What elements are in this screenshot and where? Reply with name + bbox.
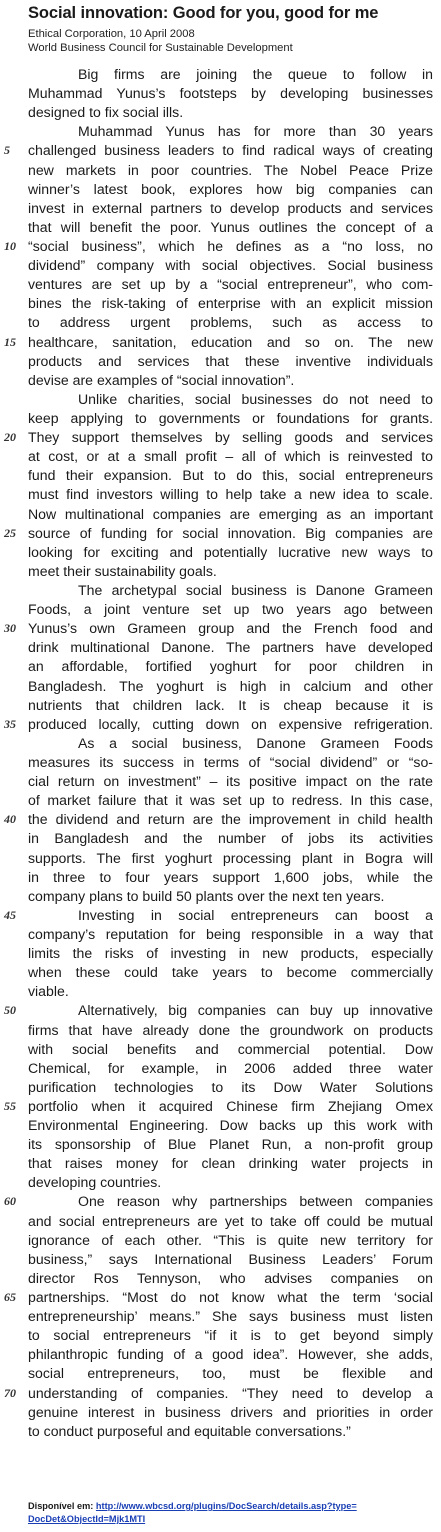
text-line: the dividend and return are the improvement in child health xyxy=(28,811,433,828)
text-line: Environmental Engineering. Dow backs up this work with xyxy=(28,1117,433,1134)
text-line: fund their expansion. But to do this, social entrepreneurs xyxy=(28,467,433,484)
text-line: to social entrepreneurs “if it is to get beyond simply xyxy=(28,1327,433,1344)
text-line: director Ros Tennyson, who advises companies on xyxy=(28,1269,433,1286)
text-line: Alternatively, big companies can buy up innovative xyxy=(78,1002,433,1019)
text-line: an affordable, fortified yoghurt for poor children in xyxy=(28,658,433,675)
text-line: The archetypal social business is Danone Grameen xyxy=(78,581,433,598)
text-line: produced locally, cutting down on expensive refrigeration. xyxy=(28,715,433,732)
text-line: must find investors willing to help take a new idea to scale. xyxy=(28,486,433,503)
text-line: entrepreneurship’ means.” She says business must listen xyxy=(28,1308,433,1325)
text-line: bines the risk-taking of enterprise with an explicit mission xyxy=(28,295,433,312)
text-line: supports. The first yoghurt processing plant in Bogra will xyxy=(28,849,433,866)
text-line: measures its success in terms of “social dividend” or “so- xyxy=(28,753,433,770)
text-line: firms that have already done the groundwork on products xyxy=(28,1021,433,1038)
line-number: 65 xyxy=(4,1290,16,1305)
text-line: nutrients that children lack. It is cheap because it is xyxy=(28,696,433,713)
text-line: Unlike charities, social businesses do not need to xyxy=(78,390,433,407)
text-line: new markets in poor countries. The Nobel Peace Prize xyxy=(28,161,433,178)
article-source-line1: Ethical Corporation, 10 April 2008 xyxy=(28,28,195,40)
text-line: meet their sustainability goals. xyxy=(28,562,217,579)
text-line: company’s reputation for being responsible in a way that xyxy=(28,925,433,942)
text-line: source of funding for social innovation. Big companies are xyxy=(28,524,433,541)
text-line: They support themselves by selling goods and services xyxy=(28,429,433,446)
article-title: Social innovation: Good for you, good for me xyxy=(28,4,379,22)
text-line: Muhammad Yunus’s footsteps by developing businesses xyxy=(28,85,433,102)
text-line: Now multinational companies are emerging as an important xyxy=(28,505,433,522)
text-line: drink multinational Danone. The partners have developed xyxy=(28,639,433,656)
text-line: social entrepreneurs, too, must be flexible and xyxy=(28,1365,433,1382)
line-number: 25 xyxy=(4,525,16,540)
text-line: dividend” company with social objectives. Social business xyxy=(28,257,433,274)
line-number: 60 xyxy=(4,1194,16,1209)
text-line: purification technologies to its Dow Water Solutions xyxy=(28,1078,433,1095)
text-line: devise are examples of “social innovation”. xyxy=(28,371,295,388)
text-line: keep applying to governments or foundations for grants. xyxy=(28,409,433,426)
text-line: with social benefits and commercial potential. Dow xyxy=(28,1040,433,1057)
text-line: developing countries. xyxy=(28,1174,162,1191)
text-line: invest in external partners to develop products and services xyxy=(28,199,433,216)
article-source-line2: World Business Council for Sustainable Development xyxy=(28,42,293,54)
line-number: 55 xyxy=(4,1098,16,1113)
text-line: Chemical, for example, in 2006 added three water xyxy=(28,1059,433,1076)
text-line: “social business”, which he defines as a “no loss, no xyxy=(28,237,433,254)
text-line: One reason why partnerships between companies xyxy=(78,1193,433,1210)
text-line: company plans to build 50 plants over the next ten years. xyxy=(28,887,385,904)
source-url-part2[interactable]: DocDet&ObjectId=Mjk1MTI xyxy=(28,1514,146,1524)
text-line: of market failure that it was set up to redress. In this case, xyxy=(28,792,433,809)
text-line: that will benefit the poor. Yunus outlines the concept of a xyxy=(28,218,433,235)
text-line: Investing in social entrepreneurs can boost a xyxy=(78,906,433,923)
text-line: Big firms are joining the queue to follow in xyxy=(78,66,433,82)
text-line: challenged business leaders to find radical ways of creating xyxy=(28,142,433,159)
text-line: when these could take years to become commercially xyxy=(28,964,433,981)
text-line: cial return on investment” – its positive impact on the rate xyxy=(28,773,433,790)
line-number: 35 xyxy=(4,716,16,731)
text-line: and social entrepreneurs are yet to take off could be mutual xyxy=(28,1212,433,1229)
text-line: designed to fix social ills. xyxy=(28,104,184,121)
text-line: that raises money for clean drinking water projects in xyxy=(28,1155,433,1172)
text-line: Foods, a joint venture set up two years ago between xyxy=(28,601,433,618)
text-line: to address urgent problems, such as access to xyxy=(28,314,433,331)
text-line: looking for exciting and potentially lucrative new ways to xyxy=(28,543,433,560)
source-label: Disponível em: xyxy=(28,1501,94,1511)
source-url-part1[interactable]: http://www.wbcsd.org/plugins/DocSearch/details.asp?type= xyxy=(95,1501,357,1511)
text-line: partnerships. “Most do not know what the term ‘social xyxy=(28,1289,433,1306)
text-line: As a social business, Danone Grameen Foods xyxy=(78,734,433,751)
line-number: 20 xyxy=(4,430,16,445)
text-line: portfolio when it acquired Chinese firm Zhejiang Omex xyxy=(28,1097,433,1114)
text-line: philanthropic funding of a good idea”. However, she adds, xyxy=(28,1346,433,1363)
text-line: understanding of companies. “They need to develop a xyxy=(28,1384,433,1401)
line-number: 70 xyxy=(4,1385,16,1400)
line-number: 30 xyxy=(4,621,16,636)
text-line: genuine interest in business drivers and priorities in order xyxy=(28,1403,433,1420)
text-line: ignorance of each other. “This is quite new territory for xyxy=(28,1231,433,1248)
text-line: in Bangladesh and the number of jobs its activities xyxy=(28,830,433,847)
text-line: Muhammad Yunus has for more than 30 years xyxy=(78,123,433,140)
line-number: 10 xyxy=(4,238,16,253)
line-number: 15 xyxy=(4,334,16,349)
line-number: 45 xyxy=(4,907,16,922)
text-line: its sponsorship of Blue Planet Run, a non-profit group xyxy=(28,1136,433,1153)
line-number: 5 xyxy=(4,143,10,158)
text-line: in three to four years support 1,600 jobs, while the xyxy=(28,868,433,885)
line-number: 50 xyxy=(4,1003,16,1018)
text-line: Bangladesh. The yoghurt is high in calcium and other xyxy=(28,677,433,694)
text-line: products and services that these inventive individuals xyxy=(28,352,433,369)
text-line: business,” says International Business Leaders’ Forum xyxy=(28,1250,433,1267)
text-line: Yunus’s own Grameen group and the French food and xyxy=(28,620,433,637)
source-citation xyxy=(28,1500,357,1512)
text-line: healthcare, sanitation, education and so on. The new xyxy=(28,333,433,350)
text-line: at cost, or at a small profit – all of which is reinvested to xyxy=(28,448,433,465)
text-line: to conduct purposeful and equitable conversations.” xyxy=(28,1422,351,1439)
text-line: winner’s latest book, explores how big companies can xyxy=(28,180,433,197)
text-line: limits the risks of investing in new products, especially xyxy=(28,945,433,962)
text-line: ventures are set up by a “social entrepreneur”, who com- xyxy=(28,276,433,293)
text-line: viable. xyxy=(28,983,69,1000)
line-number: 40 xyxy=(4,812,16,827)
